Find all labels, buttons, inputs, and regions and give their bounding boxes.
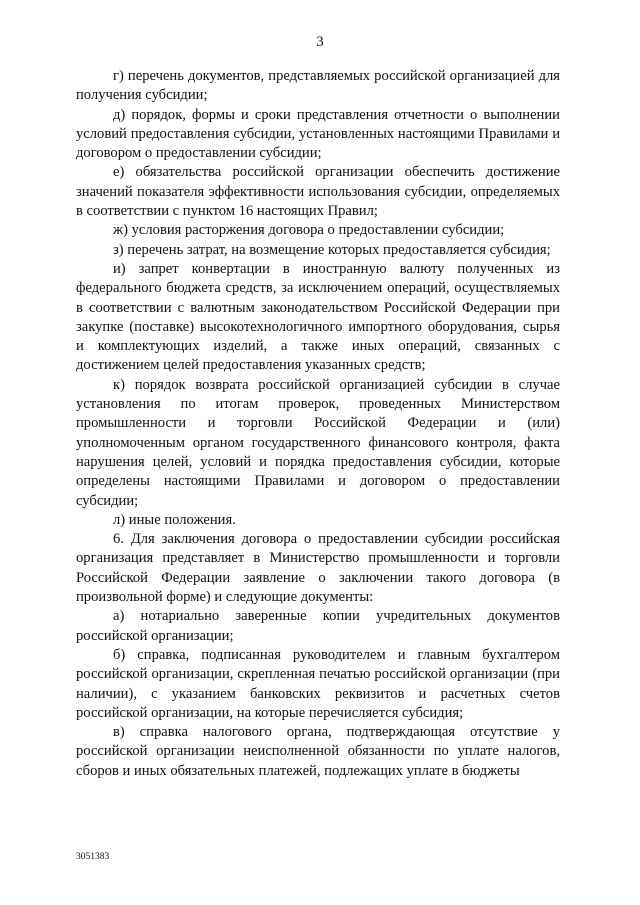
page-number: 3 xyxy=(316,34,324,50)
paragraph-item-v: в) справка налогового органа, подтверждающая отсутствие у российской организации неисполненной обязанности по уплате налогов, сборов и иных обязательных платежей, подлежащих уплате в бюджеты xyxy=(76,724,560,779)
paragraph-item-i: и) запрет конвертации в иностранную валюту полученных из федерального бюджета средств, за исключением операций, осуществляемых в соответствии с валютным законодательством Российской Федерации при закупке (поставке) высокотехнологичного импортного оборудования, сырья и комплектующих изделий, а также иных операций, связанных с достижением целей предоставления указанных средств; xyxy=(76,260,560,374)
paragraph-item-g: г) перечень документов, представляемых российской организацией для получения субсидии; xyxy=(76,68,560,104)
paragraph-item-z: з) перечень затрат, на возмещение которых предоставляется субсидия; xyxy=(113,241,551,258)
paragraph-item-k: к) порядок возврата российской организацией субсидии в случае установления по итогам проверок, проведенных Министерством промышленности и торговли Российской Федерации и (или) уполномоченным органом государственного финансового контроля, факта нарушения целей, условий и порядка предоставления субсидии, которые определены настоящими Правилами и договором о предоставлении субсидии; xyxy=(76,376,560,509)
paragraph-section-6: 6. Для заключения договора о предоставлении субсидии российская организация представляет в Министерство промышленности и торговли Российской Федерации заявление о заключении такого договора (в произвольной форме) и следующие документы: xyxy=(76,531,560,606)
document-code: 3051383 xyxy=(76,852,110,862)
paragraph-item-b: б) справка, подписанная руководителем и главным бухгалтером российской организации, скрепленная печатью российской организации (при наличии), с указанием банковских реквизитов и расчетных счетов российской организации, на которые перечисляется субсидия; xyxy=(76,646,560,721)
paragraph-item-e: е) обязательства российской организации обеспечить достижение значений показателя эффективности использования субсидии, определяемых в соответствии с пунктом 16 настоящих Правил; xyxy=(76,164,560,220)
paragraph-item-zh: ж) условия расторжения договора о предоставлении субсидии; xyxy=(113,222,505,239)
paragraph-item-a: а) нотариально заверенные копии учредительных документов российской организации; xyxy=(76,608,560,644)
paragraph-item-l: л) иные положения. xyxy=(113,511,236,528)
document-body xyxy=(76,67,560,781)
paragraph-item-d: д) порядок, формы и сроки представления отчетности о выполнении условий предоставления субсидии, установленных настоящими Правилами и договором о предоставлении субсидии; xyxy=(76,106,560,162)
